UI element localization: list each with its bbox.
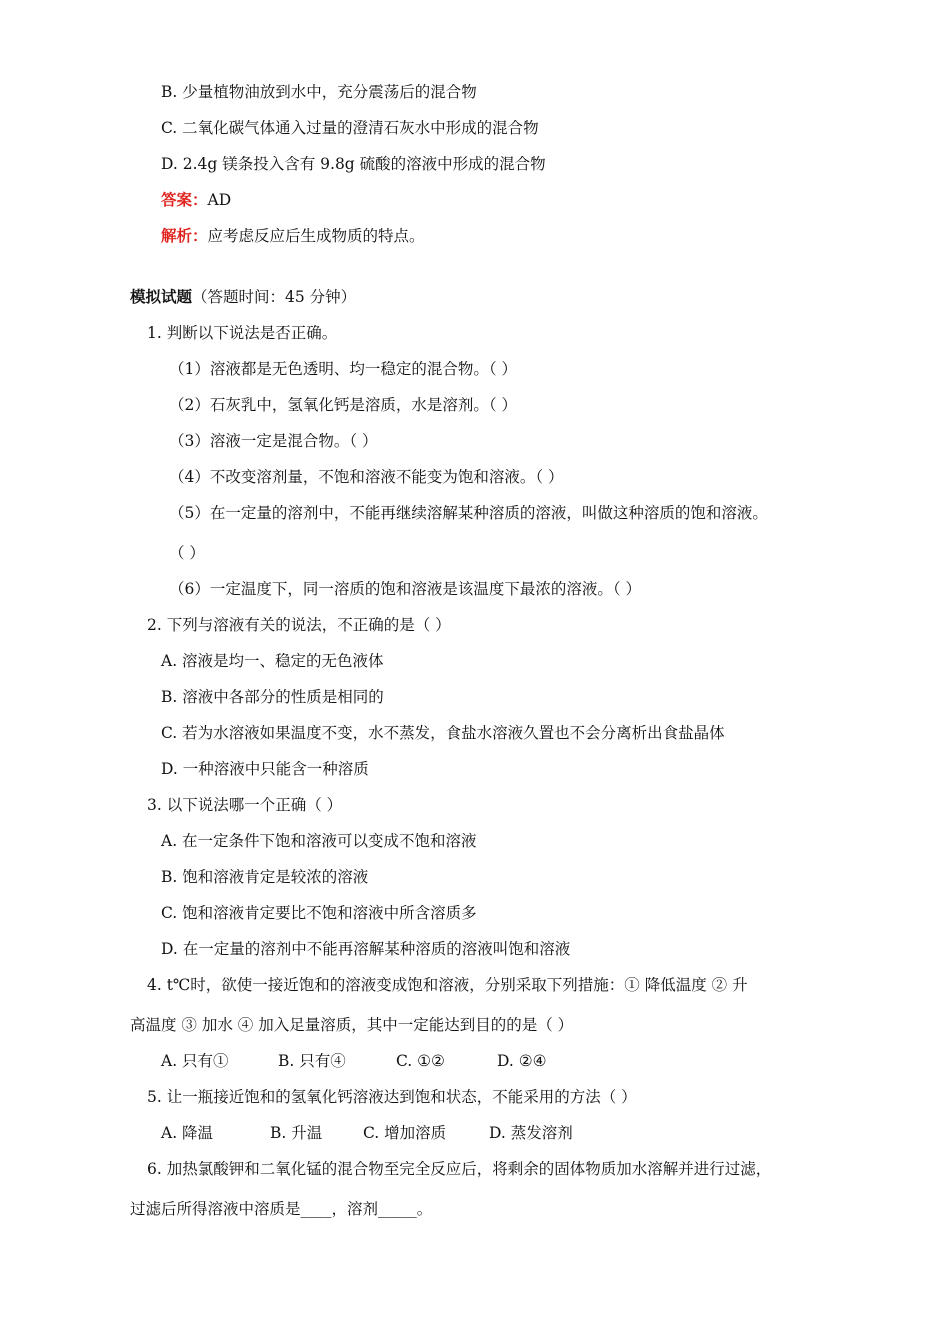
q4-option-b: B. 只有④ (278, 1052, 346, 1070)
section-title: 模拟试题 (130, 288, 193, 306)
q5-option-b: B. 升温 (270, 1124, 323, 1142)
prev-answer (161, 190, 231, 210)
answer-value: AD (207, 191, 232, 209)
q4-stem-line1: 4. t℃时，欲使一接近饱和的溶液变成饱和溶液，分别采取下列措施：① 降低温度 ② 升 (147, 976, 748, 994)
q4-options (161, 1051, 547, 1071)
q3-stem: 3. 以下说法哪一个正确（ ） (147, 796, 343, 814)
section-subtitle: （答题时间：45 分钟） (192, 288, 357, 306)
q1-item-6: （6）一定温度下，同一溶质的饱和溶液是该温度下最浓的溶液。（ ） (169, 580, 642, 598)
q2-stem: 2. 下列与溶液有关的说法，不正确的是（ ） (147, 616, 451, 634)
q1-item-4: （4）不改变溶剂量，不饱和溶液不能变为饱和溶液。（ ） (169, 468, 564, 486)
q1-item-2: （2）石灰乳中，氢氧化钙是溶质，水是溶剂。（ ） (169, 396, 518, 414)
q2-option-d: D. 一种溶液中只能含一种溶质 (161, 760, 369, 778)
q5-option-a: A. 降温 (161, 1124, 214, 1142)
q4-option-a: A. 只有① (161, 1052, 229, 1070)
q3-option-d: D. 在一定量的溶剂中不能再溶解某种溶质的溶液叫饱和溶液 (161, 940, 571, 958)
q2-option-c: C. 若为水溶液如果温度不变，水不蒸发，食盐水溶液久置也不会分离析出食盐晶体 (161, 724, 725, 742)
q6-stem-line2: 过滤后所得溶液中溶质是____，溶剂_____。 (130, 1200, 433, 1218)
q2-option-a: A. 溶液是均一、稳定的无色液体 (161, 652, 384, 670)
prev-option-c: C. 二氧化碳气体通入过量的澄清石灰水中形成的混合物 (161, 119, 539, 137)
section-heading (130, 287, 356, 307)
q5-stem: 5. 让一瓶接近饱和的氢氧化钙溶液达到饱和状态，不能采用的方法（ ） (147, 1088, 637, 1106)
prev-analysis (161, 226, 425, 246)
q3-option-c: C. 饱和溶液肯定要比不饱和溶液中所含溶质多 (161, 904, 477, 922)
analysis-value: 应考虑反应后生成物质的特点。 (207, 227, 425, 245)
q4-stem-line2: 高温度 ③ 加水 ④ 加入足量溶质，其中一定能达到目的的是（ ） (130, 1016, 574, 1034)
q4-option-c: C. ①② (396, 1052, 445, 1070)
q1-stem: 1. 判断以下说法是否正确。 (147, 324, 338, 342)
q1-item-1: （1）溶液都是无色透明、均一稳定的混合物。（ ） (169, 360, 518, 378)
prev-option-d: D. 2.4g 镁条投入含有 9.8g 硫酸的溶液中形成的混合物 (161, 155, 546, 173)
q4-option-d: D. ②④ (497, 1052, 547, 1070)
q1-item-3: （3）溶液一定是混合物。（ ） (169, 432, 378, 450)
q1-item-5-blank: （ ） (169, 544, 205, 562)
q5-option-d: D. 蒸发溶剂 (489, 1124, 573, 1142)
answer-label: 答案： (161, 191, 208, 209)
q2-option-b: B. 溶液中各部分的性质是相同的 (161, 688, 384, 706)
q5-options (161, 1123, 573, 1143)
prev-option-b: B. 少量植物油放到水中，充分震荡后的混合物 (161, 83, 477, 101)
q3-option-b: B. 饱和溶液肯定是较浓的溶液 (161, 868, 369, 886)
q1-item-5: （5）在一定量的溶剂中，不能再继续溶解某种溶质的溶液，叫做这种溶质的饱和溶液。 (169, 504, 768, 522)
q3-option-a: A. 在一定条件下饱和溶液可以变成不饱和溶液 (161, 832, 477, 850)
q6-stem-line1: 6. 加热氯酸钾和二氧化锰的混合物至完全反应后，将剩余的固体物质加水溶解并进行过滤， (147, 1160, 772, 1178)
q5-option-c: C. 增加溶质 (363, 1124, 447, 1142)
analysis-label: 解析： (161, 227, 208, 245)
